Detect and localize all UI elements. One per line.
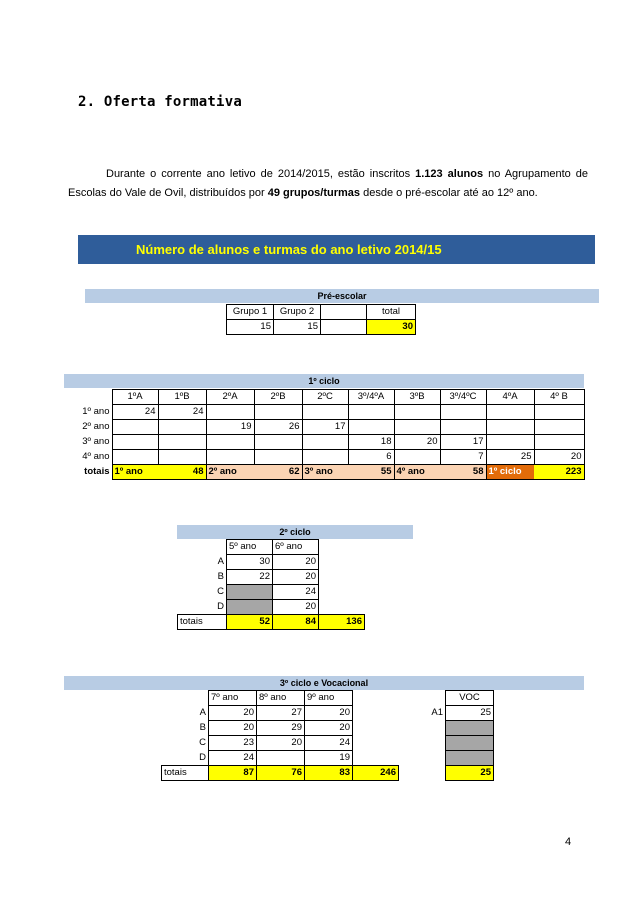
ciclo1-cell bbox=[112, 435, 158, 450]
ciclo2-totals-label: totais bbox=[178, 615, 227, 630]
ciclo1-cell bbox=[206, 435, 254, 450]
ciclo1-cell bbox=[206, 405, 254, 420]
ciclo3-header: 8º ano bbox=[257, 691, 305, 706]
voc-cell: 25 bbox=[446, 706, 494, 721]
ciclo3-cell bbox=[257, 751, 305, 766]
ciclo1-cell bbox=[158, 435, 206, 450]
ciclo1-cell: 19 bbox=[206, 420, 254, 435]
ciclo2-title: 2º ciclo bbox=[177, 525, 413, 539]
ciclo1-table bbox=[64, 389, 585, 480]
ciclo3-total-7: 87 bbox=[209, 766, 257, 781]
ciclo1-cell bbox=[534, 435, 584, 450]
ciclo2-totals-row bbox=[178, 615, 365, 630]
ciclo1-cell: 7 bbox=[440, 450, 486, 465]
preescolar-value bbox=[321, 320, 367, 335]
ciclo1-total-y3: 55 bbox=[348, 465, 394, 480]
ciclo2-cell: 20 bbox=[273, 555, 319, 570]
ciclo1-cell bbox=[348, 420, 394, 435]
ciclo2-total-5: 52 bbox=[227, 615, 273, 630]
voc-row-label: A1 bbox=[431, 707, 443, 718]
ciclo2-cell: 24 bbox=[273, 585, 319, 600]
ciclo1-title: 1º ciclo bbox=[64, 374, 584, 388]
ciclo1-total-y2-label: 2º ano bbox=[206, 465, 254, 480]
ciclo1-cell bbox=[206, 450, 254, 465]
ciclo3-cell: 20 bbox=[209, 706, 257, 721]
ciclo1-total-y4-label: 4º ano bbox=[394, 465, 440, 480]
ciclo1-cell bbox=[394, 420, 440, 435]
ciclo2-empty-cell bbox=[227, 585, 273, 600]
preescolar-header: total bbox=[367, 305, 416, 320]
ciclo2-header: 6º ano bbox=[273, 540, 319, 555]
ciclo1-cell bbox=[486, 405, 534, 420]
voc-empty-cell bbox=[446, 736, 494, 751]
ciclo1-grand-total-label: 1º ciclo bbox=[486, 465, 534, 480]
ciclo1-cell: 24 bbox=[112, 405, 158, 420]
ciclo3-cell: 20 bbox=[257, 736, 305, 751]
ciclo2-spacer bbox=[319, 540, 365, 555]
ciclo1-cell bbox=[348, 405, 394, 420]
ciclo1-row-label: 3º ano bbox=[82, 436, 110, 447]
ciclo3-cell: 20 bbox=[305, 706, 353, 721]
ciclo1-cell bbox=[486, 420, 534, 435]
ciclo2-grand-total: 136 bbox=[319, 615, 365, 630]
ciclo1-cell: 25 bbox=[486, 450, 534, 465]
ciclo2-row bbox=[178, 570, 365, 585]
ciclo3-row bbox=[162, 721, 494, 736]
ciclo1-cell bbox=[440, 420, 486, 435]
ciclo1-header: 2ºB bbox=[254, 390, 302, 405]
ciclo1-row-label: 1º ano bbox=[82, 406, 110, 417]
voc-empty-cell bbox=[446, 721, 494, 736]
intro-text-3: desde o pré-escolar até ao 12º ano. bbox=[360, 187, 538, 199]
ciclo1-header: 4º B bbox=[534, 390, 584, 405]
ciclo1-cell bbox=[112, 450, 158, 465]
ciclo1-row bbox=[64, 405, 584, 420]
voc-header: VOC bbox=[446, 691, 494, 706]
ciclo1-cell: 6 bbox=[348, 450, 394, 465]
ciclo2-cell: 20 bbox=[273, 600, 319, 615]
ciclo1-total-y2: 62 bbox=[254, 465, 302, 480]
preescolar-header bbox=[321, 305, 367, 320]
ciclo2-header: 5º ano bbox=[227, 540, 273, 555]
ciclo1-cell: 18 bbox=[348, 435, 394, 450]
ciclo1-cell: 17 bbox=[440, 435, 486, 450]
ciclo2-row-label: C bbox=[217, 586, 224, 597]
ciclo1-header: 2ºA bbox=[206, 390, 254, 405]
ciclo1-header: 1ºA bbox=[112, 390, 158, 405]
ciclo1-header: 1ºB bbox=[158, 390, 206, 405]
intro-text-1: Durante o corrente ano letivo de 2014/2015, estão inscritos bbox=[106, 168, 416, 180]
ciclo1-header: 4ºA bbox=[486, 390, 534, 405]
ciclo3-cell: 29 bbox=[257, 721, 305, 736]
ciclo3-cell: 19 bbox=[305, 751, 353, 766]
ciclo1-cell: 26 bbox=[254, 420, 302, 435]
ciclo1-total-y1-label: 1º ano bbox=[112, 465, 158, 480]
ciclo1-cell bbox=[254, 435, 302, 450]
ciclo3-corner bbox=[162, 691, 209, 706]
ciclo2-table bbox=[177, 539, 365, 630]
ciclo1-row bbox=[64, 450, 584, 465]
ciclo3-cell: 20 bbox=[305, 721, 353, 736]
ciclo1-row-label: 2º ano bbox=[82, 421, 110, 432]
ciclo2-empty-cell bbox=[227, 600, 273, 615]
ciclo3-row-label: A bbox=[199, 707, 206, 718]
preescolar-title: Pré-escolar bbox=[85, 289, 599, 303]
ciclo2-row-label: A bbox=[217, 556, 224, 567]
ciclo1-cell bbox=[254, 405, 302, 420]
ciclo1-cell bbox=[112, 420, 158, 435]
ciclo1-cell: 17 bbox=[302, 420, 348, 435]
ciclo1-total-y3-label: 3º ano bbox=[302, 465, 348, 480]
ciclo1-cell bbox=[302, 450, 348, 465]
ciclo1-row-label: 4º ano bbox=[82, 451, 110, 462]
ciclo1-row bbox=[64, 420, 584, 435]
voc-empty-cell bbox=[446, 751, 494, 766]
intro-total-students: 1.123 alunos bbox=[415, 168, 484, 180]
ciclo2-row-label: B bbox=[217, 571, 224, 582]
ciclo3-cell: 20 bbox=[209, 721, 257, 736]
ciclo1-cell bbox=[158, 450, 206, 465]
intro-text-2: no Agrupamento de Escolas do Vale de Ovil, distribuídos por bbox=[68, 168, 588, 199]
ciclo1-cell bbox=[534, 420, 584, 435]
ciclo2-corner bbox=[178, 540, 227, 555]
preescolar-header: Grupo 2 bbox=[274, 305, 321, 320]
page-number: 4 bbox=[565, 836, 572, 848]
ciclo2-cell: 30 bbox=[227, 555, 273, 570]
ciclo1-header: 3º/4ºC bbox=[440, 390, 486, 405]
intro-paragraph bbox=[68, 165, 588, 203]
ciclo1-header: 3º/4ºA bbox=[348, 390, 394, 405]
ciclo1-corner bbox=[64, 390, 112, 405]
ciclo1-cell bbox=[302, 435, 348, 450]
ciclo1-totals-row bbox=[64, 465, 584, 480]
ciclo3-row bbox=[162, 706, 494, 721]
ciclo3-totals-label: totais bbox=[162, 766, 209, 781]
ciclo1-cell bbox=[158, 420, 206, 435]
ciclo3-cell: 27 bbox=[257, 706, 305, 721]
ciclo1-total-y1: 48 bbox=[158, 465, 206, 480]
ciclo1-row bbox=[64, 435, 584, 450]
ciclo3-grand-total: 246 bbox=[353, 766, 399, 781]
voc-total: 25 bbox=[446, 766, 494, 781]
ciclo2-cell: 20 bbox=[273, 570, 319, 585]
preescolar-value: 15 bbox=[227, 320, 274, 335]
ciclo1-header: 3ºB bbox=[394, 390, 440, 405]
ciclo1-cell bbox=[254, 450, 302, 465]
ciclo1-grand-total: 223 bbox=[534, 465, 584, 480]
ciclo1-totals-label: totais bbox=[84, 466, 110, 477]
table-banner: Número de alunos e turmas do ano letivo 2014/15 bbox=[78, 235, 595, 264]
intro-total-groups: 49 grupos/turmas bbox=[267, 187, 361, 199]
ciclo1-total-y4: 58 bbox=[440, 465, 486, 480]
ciclo1-cell bbox=[394, 405, 440, 420]
ciclo3-row-label: C bbox=[199, 737, 206, 748]
ciclo3-cell: 24 bbox=[305, 736, 353, 751]
ciclo3-row bbox=[162, 751, 494, 766]
ciclo3-header: 7º ano bbox=[209, 691, 257, 706]
ciclo3-header: 9º ano bbox=[305, 691, 353, 706]
section-heading: 2. Oferta formativa bbox=[78, 94, 242, 110]
preescolar-total: 30 bbox=[367, 320, 416, 335]
ciclo1-cell: 20 bbox=[534, 450, 584, 465]
ciclo1-cell bbox=[394, 450, 440, 465]
ciclo3-totals-row bbox=[162, 766, 494, 781]
ciclo2-total-6: 84 bbox=[273, 615, 319, 630]
preescolar-header: Grupo 1 bbox=[227, 305, 274, 320]
ciclo3-title: 3º ciclo e Vocacional bbox=[64, 676, 584, 690]
ciclo1-header: 2ºC bbox=[302, 390, 348, 405]
ciclo3-cell: 23 bbox=[209, 736, 257, 751]
preescolar-table bbox=[226, 304, 416, 335]
ciclo1-cell bbox=[302, 405, 348, 420]
ciclo1-cell bbox=[486, 435, 534, 450]
preescolar-value: 15 bbox=[274, 320, 321, 335]
ciclo2-cell: 22 bbox=[227, 570, 273, 585]
ciclo3-cell: 24 bbox=[209, 751, 257, 766]
ciclo3-row-label: D bbox=[199, 751, 206, 763]
ciclo1-cell: 20 bbox=[394, 435, 440, 450]
ciclo1-cell bbox=[440, 405, 486, 420]
ciclo3-row-label: B bbox=[199, 722, 206, 733]
ciclo2-row bbox=[178, 600, 365, 615]
ciclo3-row bbox=[162, 736, 494, 751]
ciclo2-row bbox=[178, 585, 365, 600]
ciclo3-total-8: 76 bbox=[257, 766, 305, 781]
ciclo2-row-label: D bbox=[217, 600, 224, 612]
ciclo3-total-9: 83 bbox=[305, 766, 353, 781]
ciclo1-cell bbox=[534, 405, 584, 420]
ciclo2-row bbox=[178, 555, 365, 570]
ciclo1-cell: 24 bbox=[158, 405, 206, 420]
ciclo3-table bbox=[161, 690, 494, 781]
